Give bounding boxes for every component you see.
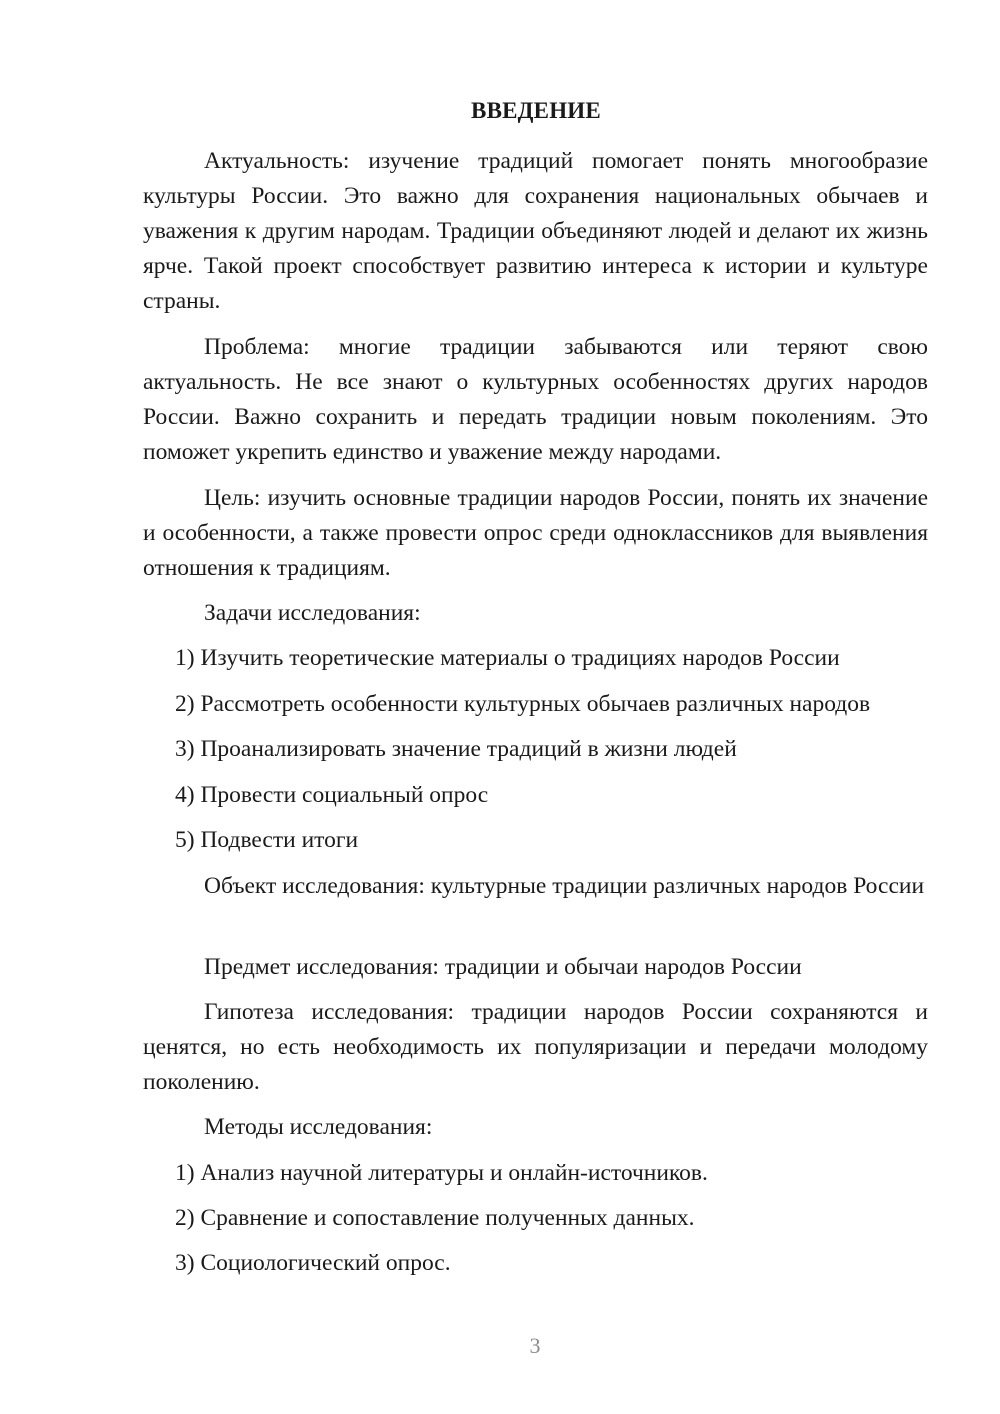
- methods-label: Методы исследования:: [204, 1114, 433, 1140]
- page-number: 3: [529, 1333, 541, 1358]
- task-item: 3) Проанализировать значение традиций в жизни людей: [175, 736, 737, 762]
- method-item: 3) Социологический опрос.: [175, 1250, 451, 1276]
- object-paragraph: Объект исследования: культурные традиции различных народов России: [204, 873, 925, 899]
- method-item: 1) Анализ научной литературы и онлайн-источников.: [175, 1160, 708, 1186]
- task-item: 1) Изучить теоретические материалы о традициях народов России: [175, 645, 840, 671]
- goal-paragraph: Цель: изучить основные традиции народов России, понять их значение и особенности, а также провести опрос среди одноклассников для выявления отношения к традициям.: [143, 485, 928, 581]
- task-item: 4) Провести социальный опрос: [175, 782, 489, 808]
- task-item: 5) Подвести итоги: [175, 827, 359, 853]
- problem-paragraph: Проблема: многие традиции забываются или теряют свою актуальность. Не все знают о культурных особенностях других народов России. Важно сохранить и передать традиции новым поколениям. Это поможет укрепить единство и уважение между народами.: [143, 334, 928, 465]
- hypothesis-paragraph: Гипотеза исследования: традиции народов России сохраняются и ценятся, но есть необходимость их популяризации и передачи молодому поколению.: [143, 999, 928, 1095]
- page-title: ВВЕДЕНИЕ: [471, 98, 601, 123]
- tasks-label: Задачи исследования:: [204, 600, 421, 626]
- relevance-paragraph: Актуальность: изучение традиций помогает понять многообразие культуры России. Это важно для сохранения национальных обычаев и уважения к другим народам. Традиции объединяют людей и делают их жизнь ярче. Такой проект способствует развитию интереса к истории и культуре страны.: [143, 148, 928, 314]
- task-item: 2) Рассмотреть особенности культурных обычаев различных народов: [175, 691, 871, 717]
- method-item: 2) Сравнение и сопоставление полученных данных.: [175, 1205, 695, 1231]
- subject-paragraph: Предмет исследования: традиции и обычаи народов России: [204, 954, 802, 980]
